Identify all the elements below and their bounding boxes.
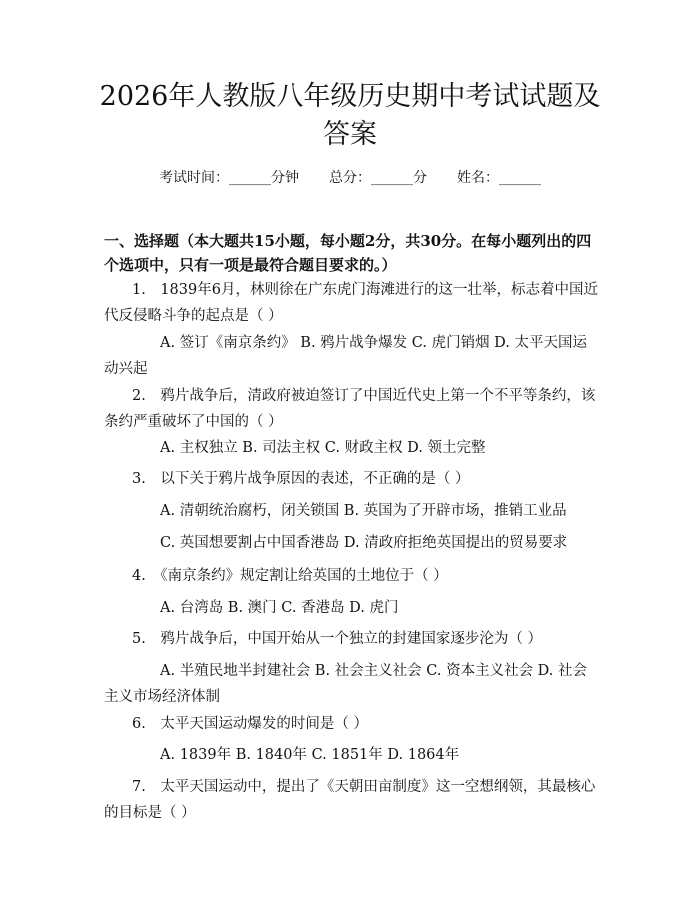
question-1-options: A. 签订《南京条约》 B. 鸦片战争爆发 C. 虎门销烟 D. 太平天国运动兴起 xyxy=(104,335,588,377)
total-score-field: 总分：______分 xyxy=(329,170,427,186)
question-7: 7. 太平天国运动中，提出了《天朝田亩制度》这一空想纲领，其最核心的目标是（ ） xyxy=(104,779,596,821)
question-5-options: A. 半殖民地半封建社会 B. 社会主义社会 C. 资本主义社会 D. 社会主义市场经济体制 xyxy=(104,663,588,705)
question-4: 4. 《南京条约》规定割让给英国的土地位于（ ） xyxy=(132,568,448,584)
page-title: 2026年人教版八年级历史期中考试试题及答案 xyxy=(99,81,601,150)
question-3: 3. 以下关于鸦片战争原因的表述，不正确的是（ ） xyxy=(132,471,470,487)
question-2-options: A. 主权独立 B. 司法主权 C. 财政主权 D. 领土完整 xyxy=(160,440,486,456)
exam-info xyxy=(0,168,700,188)
question-3-options-2: C. 英国想要割占中国香港岛 D. 清政府拒绝英国提出的贸易要求 xyxy=(160,535,568,551)
exam-time-field: 考试时间：______分钟 xyxy=(159,170,299,186)
question-4-options: A. 台湾岛 B. 澳门 C. 香港岛 D. 虎门 xyxy=(160,600,399,616)
question-3-options-1: A. 清朝统治腐朽，闭关锁国 B. 英国为了开辟市场，推销工业品 xyxy=(160,503,567,519)
question-5: 5. 鸦片战争后，中国开始从一个独立的封建国家逐步沦为（ ） xyxy=(132,631,542,647)
question-1: 1. 1839年6月，林则徐在广东虎门海滩进行的这一壮举，标志着中国近代反侵略斗争的起点是（ ） xyxy=(104,282,598,324)
question-6: 6. 太平天国运动爆发的时间是（ ） xyxy=(132,716,368,732)
section-heading-choice: 一、选择题（本大题共15小题，每小题2分，共30分。在每小题列出的四个选项中，只有一项是最符合题目要求的。） xyxy=(104,232,592,274)
question-2: 2. 鸦片战争后，清政府被迫签订了中国近代史上第一个不平等条约，该条约严重破坏了中国的（ ） xyxy=(104,388,596,430)
question-6-options: A. 1839年 B. 1840年 C. 1851年 D. 1864年 xyxy=(160,747,460,763)
student-name-field: 姓名：______ xyxy=(457,170,541,186)
